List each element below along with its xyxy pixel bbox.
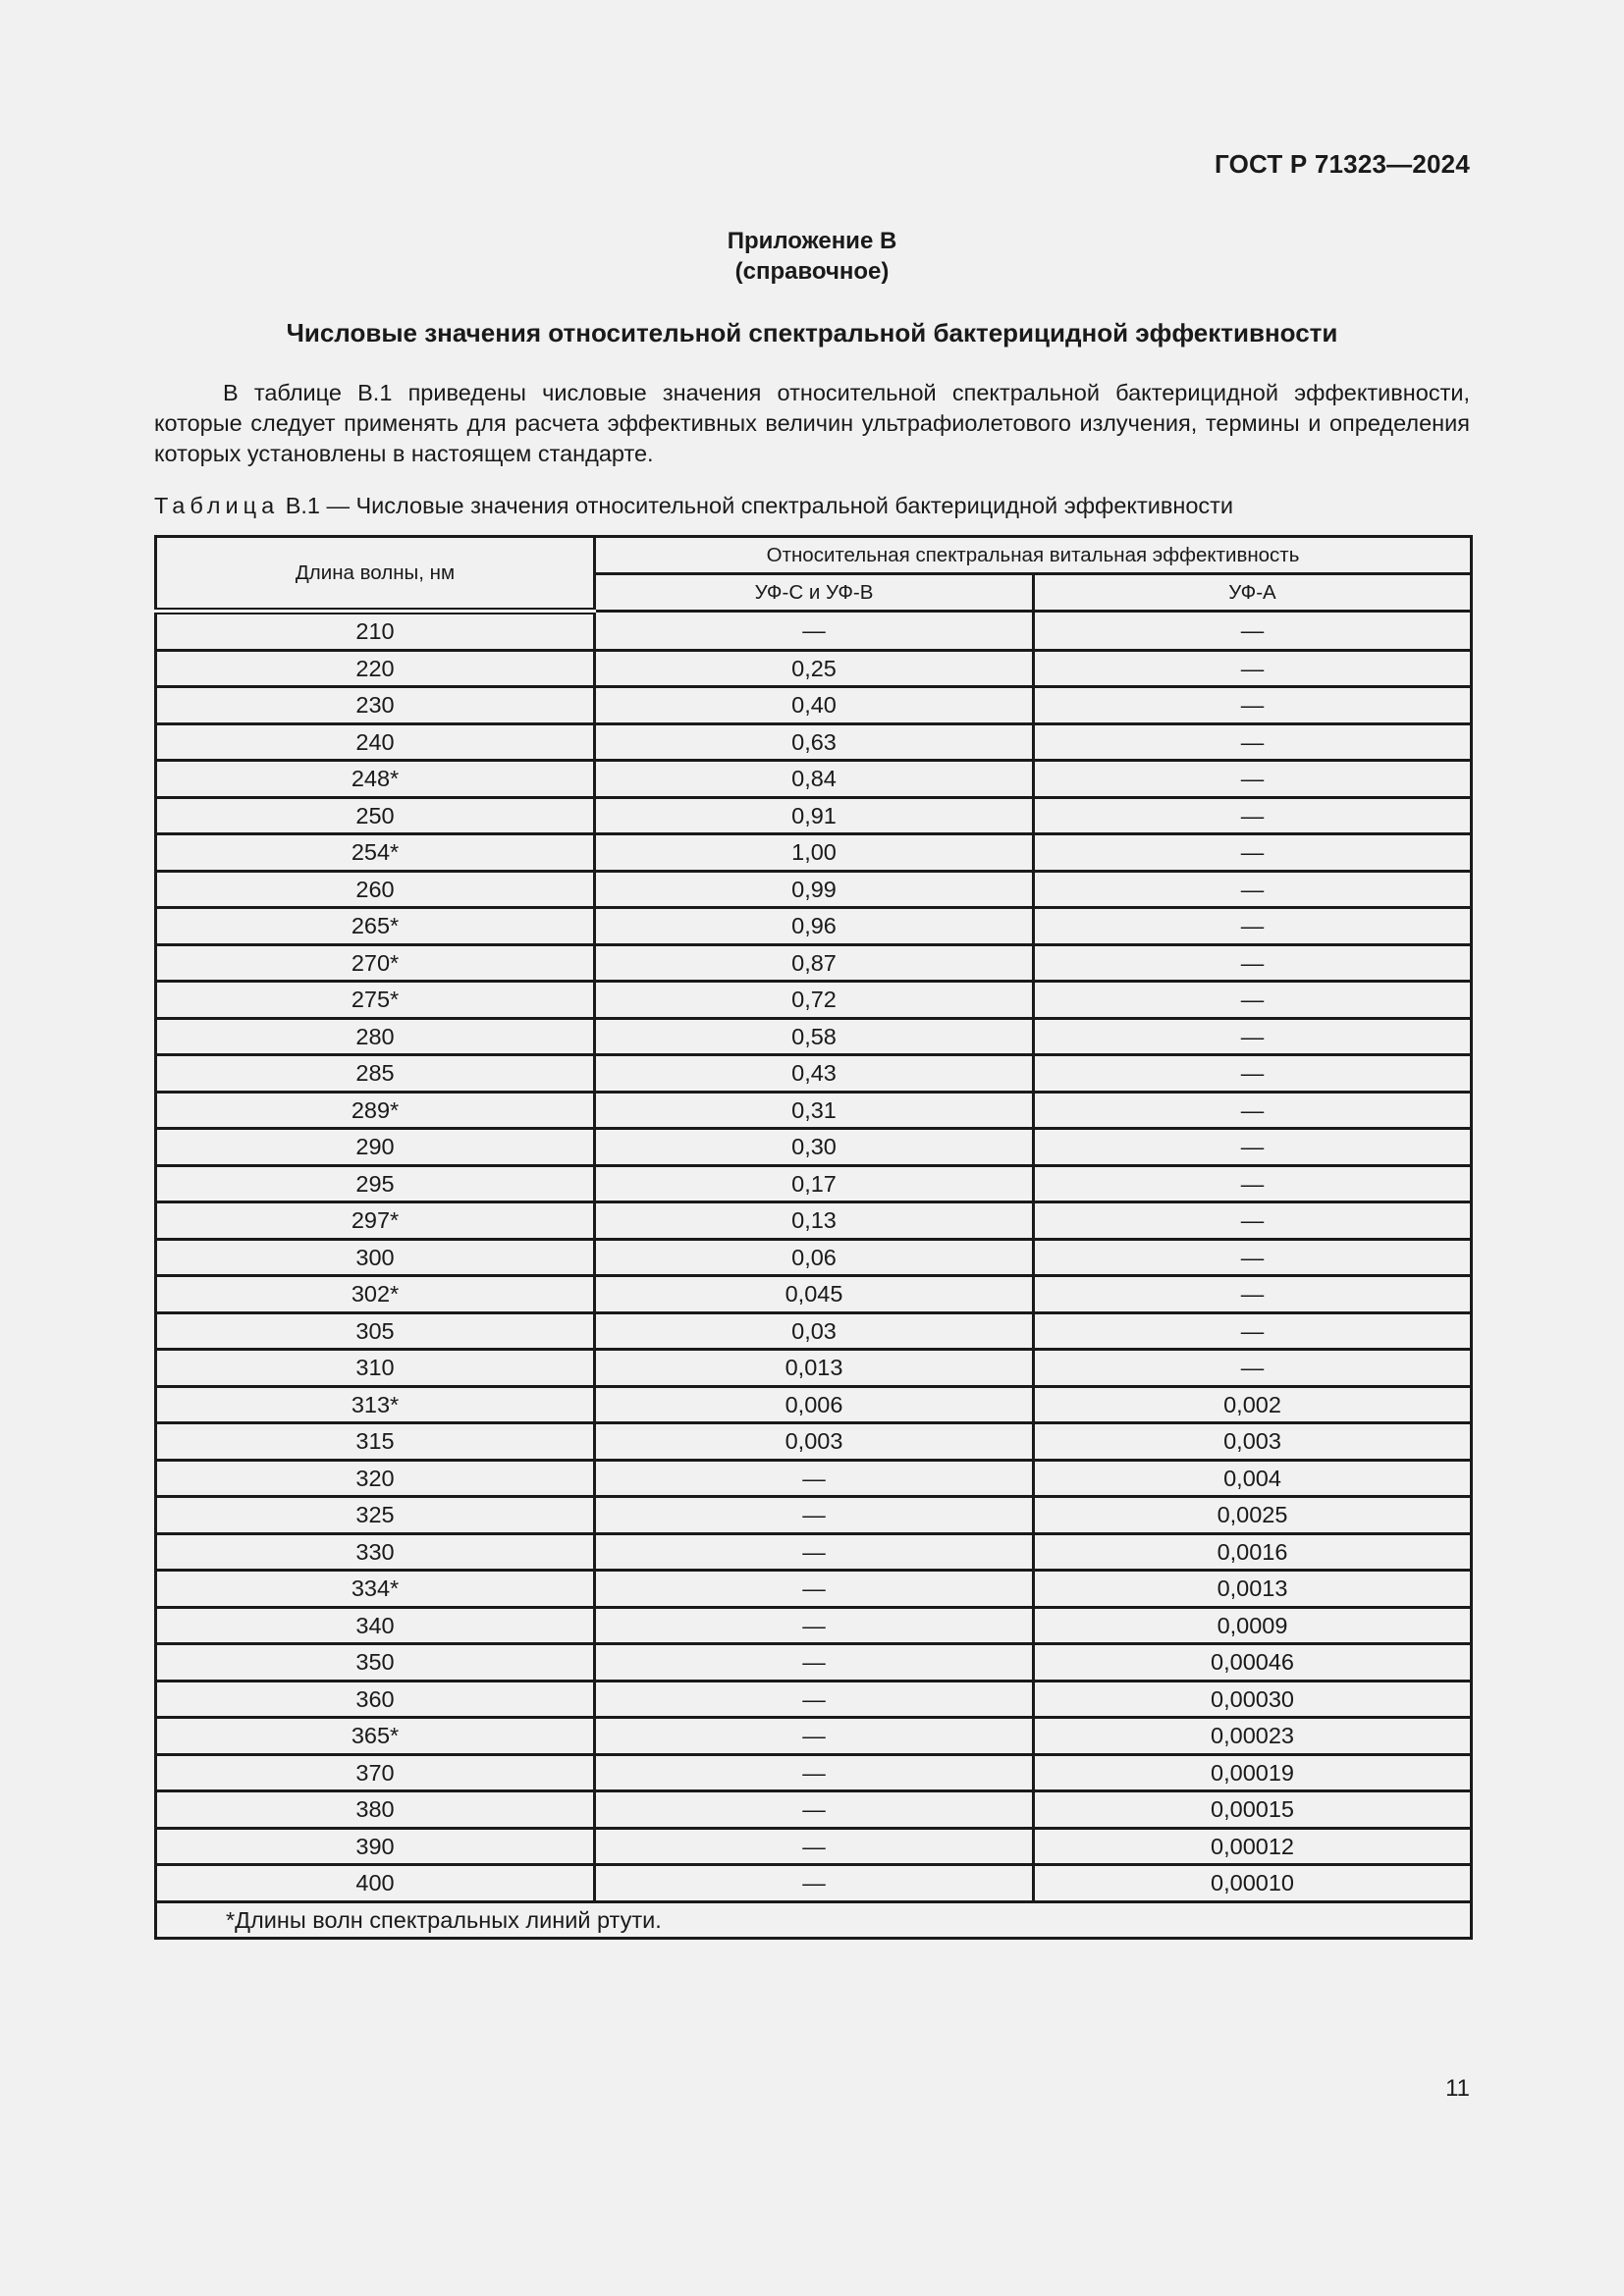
cell-wavelength: 302*: [156, 1276, 595, 1313]
cell-uvc-uvb: —: [595, 1607, 1034, 1644]
table-row: [156, 612, 1472, 651]
table-row: [156, 761, 1472, 798]
table-row: [156, 1718, 1472, 1755]
cell-uva: 0,0009: [1034, 1607, 1472, 1644]
table-body: [156, 612, 1472, 1939]
cell-uva: —: [1034, 1129, 1472, 1166]
table-row: [156, 1533, 1472, 1571]
table-row: [156, 1055, 1472, 1093]
cell-uva: 0,00010: [1034, 1865, 1472, 1902]
cell-uva: —: [1034, 1055, 1472, 1093]
cell-uvc-uvb: 0,006: [595, 1386, 1034, 1423]
table-row: [156, 1460, 1472, 1497]
table-row: [156, 834, 1472, 872]
cell-uvc-uvb: 0,72: [595, 982, 1034, 1019]
cell-wavelength: 325: [156, 1497, 595, 1534]
cell-uva: —: [1034, 650, 1472, 687]
cell-uva: 0,0016: [1034, 1533, 1472, 1571]
cell-wavelength: 334*: [156, 1571, 595, 1608]
cell-uvc-uvb: —: [595, 1718, 1034, 1755]
table-row: [156, 1202, 1472, 1240]
cell-wavelength: 248*: [156, 761, 595, 798]
appendix-heading: [0, 226, 1624, 287]
cell-uvc-uvb: 0,43: [595, 1055, 1034, 1093]
cell-uvc-uvb: —: [595, 1644, 1034, 1682]
cell-wavelength: 295: [156, 1165, 595, 1202]
cell-wavelength: 240: [156, 723, 595, 761]
cell-wavelength: 320: [156, 1460, 595, 1497]
intro-paragraph: В таблице В.1 приведены числовые значения относительной спектральной бактерицидной эффективности, которые следует применять для расчета эффективных величин ультрафиолетового излучения, термины и определения которых установлены в настоящем стандарте.: [154, 380, 1470, 466]
cell-wavelength: 315: [156, 1423, 595, 1461]
table-row: [156, 1681, 1472, 1718]
cell-uvc-uvb: 0,17: [595, 1165, 1034, 1202]
cell-uvc-uvb: 0,003: [595, 1423, 1034, 1461]
cell-uva: —: [1034, 797, 1472, 834]
table-row: [156, 723, 1472, 761]
cell-wavelength: 370: [156, 1754, 595, 1791]
appendix-subtitle: (справочное): [734, 258, 890, 285]
cell-wavelength: 300: [156, 1239, 595, 1276]
cell-uvc-uvb: 0,31: [595, 1092, 1034, 1129]
cell-wavelength: 313*: [156, 1386, 595, 1423]
cell-uva: 0,003: [1034, 1423, 1472, 1461]
cell-uvc-uvb: 0,96: [595, 908, 1034, 945]
table-row: [156, 797, 1472, 834]
header-wavelength: Длина волны, нм: [156, 537, 595, 612]
cell-uvc-uvb: —: [595, 1571, 1034, 1608]
cell-uvc-uvb: 0,84: [595, 761, 1034, 798]
cell-wavelength: 265*: [156, 908, 595, 945]
cell-wavelength: 380: [156, 1791, 595, 1829]
cell-uva: —: [1034, 982, 1472, 1019]
cell-uvc-uvb: 0,63: [595, 723, 1034, 761]
table-row: [156, 1386, 1472, 1423]
cell-uvc-uvb: —: [595, 1460, 1034, 1497]
cell-uva: —: [1034, 612, 1472, 651]
cell-uvc-uvb: 0,99: [595, 871, 1034, 908]
cell-wavelength: 220: [156, 650, 595, 687]
table-row: [156, 871, 1472, 908]
cell-uva: —: [1034, 1312, 1472, 1350]
table-footnote: *Длины волн спектральных линий ртути.: [156, 1901, 1472, 1939]
cell-uvc-uvb: 0,30: [595, 1129, 1034, 1166]
table-row: [156, 1791, 1472, 1829]
header-uvc-uvb: УФ-С и УФ-В: [595, 574, 1034, 612]
cell-wavelength: 360: [156, 1681, 595, 1718]
cell-wavelength: 270*: [156, 944, 595, 982]
cell-wavelength: 350: [156, 1644, 595, 1682]
cell-uvc-uvb: 0,40: [595, 687, 1034, 724]
cell-wavelength: 330: [156, 1533, 595, 1571]
cell-uvc-uvb: 0,03: [595, 1312, 1034, 1350]
cell-uva: 0,00019: [1034, 1754, 1472, 1791]
cell-uva: —: [1034, 1165, 1472, 1202]
cell-wavelength: 275*: [156, 982, 595, 1019]
table-row: [156, 1312, 1472, 1350]
cell-uvc-uvb: —: [595, 1754, 1034, 1791]
cell-uva: 0,002: [1034, 1386, 1472, 1423]
document-code: ГОСТ Р 71323—2024: [1215, 149, 1470, 179]
table-row: [156, 1239, 1472, 1276]
cell-wavelength: 289*: [156, 1092, 595, 1129]
table-row: [156, 982, 1472, 1019]
cell-uvc-uvb: 0,06: [595, 1239, 1034, 1276]
cell-wavelength: 305: [156, 1312, 595, 1350]
cell-uva: —: [1034, 1202, 1472, 1240]
cell-uva: 0,004: [1034, 1460, 1472, 1497]
cell-uva: —: [1034, 908, 1472, 945]
cell-uvc-uvb: 0,045: [595, 1276, 1034, 1313]
cell-uva: —: [1034, 761, 1472, 798]
cell-wavelength: 400: [156, 1865, 595, 1902]
header-uva: УФ-А: [1034, 574, 1472, 612]
cell-uvc-uvb: —: [595, 612, 1034, 651]
table-row: [156, 1018, 1472, 1055]
cell-wavelength: 340: [156, 1607, 595, 1644]
table-row: [156, 1165, 1472, 1202]
cell-uva: —: [1034, 1239, 1472, 1276]
cell-uvc-uvb: 0,13: [595, 1202, 1034, 1240]
table-row: [156, 1497, 1472, 1534]
cell-uva: 0,00046: [1034, 1644, 1472, 1682]
table-row: [156, 944, 1472, 982]
header-relative-efficiency: Относительная спектральная витальная эффективность: [595, 537, 1472, 574]
cell-uva: —: [1034, 687, 1472, 724]
table-row: [156, 650, 1472, 687]
cell-wavelength: 310: [156, 1350, 595, 1387]
table-footnote-row: [156, 1901, 1472, 1939]
table-row: [156, 1865, 1472, 1902]
table-row: [156, 1607, 1472, 1644]
cell-uva: —: [1034, 834, 1472, 872]
cell-wavelength: 230: [156, 687, 595, 724]
cell-uvc-uvb: 0,58: [595, 1018, 1034, 1055]
table-row: [156, 1571, 1472, 1608]
table-row: [156, 1828, 1472, 1865]
cell-wavelength: 280: [156, 1018, 595, 1055]
cell-uvc-uvb: 0,91: [595, 797, 1034, 834]
cell-uva: —: [1034, 1092, 1472, 1129]
cell-wavelength: 390: [156, 1828, 595, 1865]
cell-uvc-uvb: —: [595, 1828, 1034, 1865]
cell-uvc-uvb: 1,00: [595, 834, 1034, 872]
table-caption-label: Таблица: [154, 493, 280, 518]
table-row: [156, 908, 1472, 945]
cell-uva: 0,00030: [1034, 1681, 1472, 1718]
cell-uvc-uvb: —: [595, 1497, 1034, 1534]
efficiency-table: [154, 535, 1473, 1940]
cell-uvc-uvb: —: [595, 1681, 1034, 1718]
cell-wavelength: 290: [156, 1129, 595, 1166]
cell-wavelength: 254*: [156, 834, 595, 872]
cell-uva: 0,00012: [1034, 1828, 1472, 1865]
cell-uva: —: [1034, 1350, 1472, 1387]
table-row: [156, 1350, 1472, 1387]
cell-uvc-uvb: 0,87: [595, 944, 1034, 982]
table-row: [156, 1129, 1472, 1166]
cell-wavelength: 210: [156, 612, 595, 651]
cell-uvc-uvb: —: [595, 1533, 1034, 1571]
table-row: [156, 687, 1472, 724]
table-row: [156, 1754, 1472, 1791]
cell-uvc-uvb: 0,25: [595, 650, 1034, 687]
table-caption-text: В.1 — Числовые значения относительной спектральной бактерицидной эффективности: [285, 493, 1234, 518]
cell-uva: 0,0025: [1034, 1497, 1472, 1534]
cell-uvc-uvb: 0,013: [595, 1350, 1034, 1387]
cell-uvc-uvb: —: [595, 1865, 1034, 1902]
cell-wavelength: 285: [156, 1055, 595, 1093]
section-title: Числовые значения относительной спектральной бактерицидной эффективности: [286, 318, 1338, 347]
cell-uvc-uvb: —: [595, 1791, 1034, 1829]
cell-uva: —: [1034, 871, 1472, 908]
table-row: [156, 1092, 1472, 1129]
cell-wavelength: 260: [156, 871, 595, 908]
cell-uva: —: [1034, 1276, 1472, 1313]
table-caption: [154, 493, 1233, 519]
appendix-title: Приложение В: [727, 228, 897, 254]
cell-wavelength: 250: [156, 797, 595, 834]
table-row: [156, 1276, 1472, 1313]
cell-wavelength: 365*: [156, 1718, 595, 1755]
cell-uva: —: [1034, 1018, 1472, 1055]
cell-uva: 0,00015: [1034, 1791, 1472, 1829]
table-row: [156, 1644, 1472, 1682]
cell-uva: 0,00023: [1034, 1718, 1472, 1755]
cell-wavelength: 297*: [156, 1202, 595, 1240]
cell-uva: —: [1034, 944, 1472, 982]
cell-uva: —: [1034, 723, 1472, 761]
cell-uva: 0,0013: [1034, 1571, 1472, 1608]
table-row: [156, 1423, 1472, 1461]
page-number: 11: [1445, 2075, 1470, 2102]
